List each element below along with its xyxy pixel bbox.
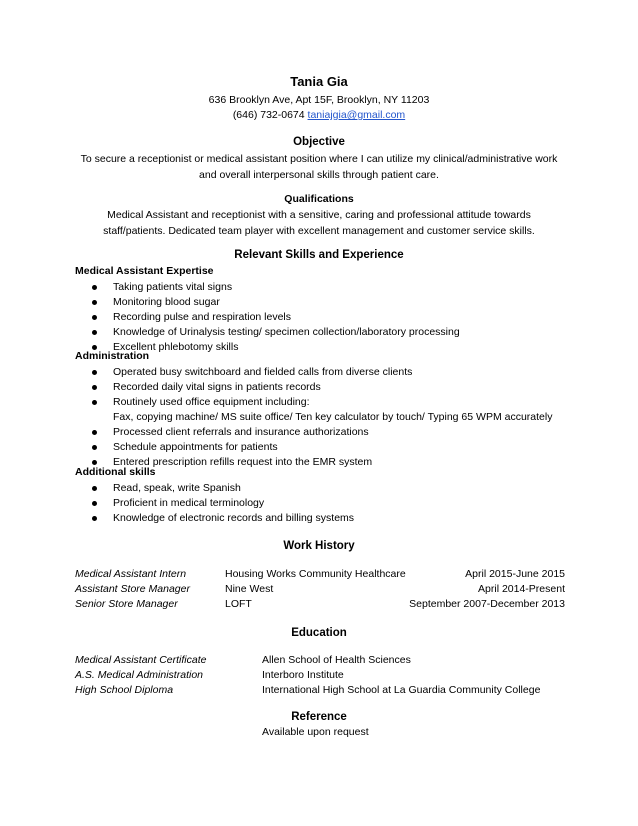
employer: Housing Works Community Healthcare (225, 568, 406, 580)
list-item: Knowledge of electronic records and billing systems (75, 511, 575, 526)
list-item: Schedule appointments for patients (75, 440, 575, 455)
list-item (75, 395, 575, 425)
phone-number: (646) 732-0674 (232, 109, 305, 121)
credential: High School Diploma (75, 684, 174, 696)
list-item: Recorded daily vital signs in patients records (75, 380, 575, 395)
reference-heading: Reference (291, 711, 347, 723)
list-item: Excellent phlebotomy skills (75, 340, 575, 355)
credential: Medical Assistant Certificate (75, 654, 207, 666)
objective-line-1: To secure a receptionist or medical assistant position where I can utilize my clinical/administrative work (80, 153, 558, 165)
qualifications-line-2: staff/patients. Dedicated team player with excellent management and customer service skills. (103, 225, 535, 237)
objective-line-2: and overall interpersonal skills through patient care. (199, 169, 439, 181)
table-row (75, 598, 565, 613)
employer: LOFT (225, 598, 252, 610)
equipment-detail: Fax, copying machine/ MS suite office/ Ten key calculator by touch/ Typing 65 WPM accurately (113, 411, 553, 423)
table-row (75, 568, 565, 583)
list-item: Read, speak, write Spanish (75, 481, 575, 496)
list-item: Operated busy switchboard and fielded calls from diverse clients (75, 365, 575, 380)
medical-skills-list (75, 280, 575, 355)
qualifications-text (62, 207, 576, 239)
additional-skills-list (75, 481, 575, 526)
table-row (75, 684, 565, 699)
list-item: Monitoring blood sugar (75, 295, 575, 310)
table-row (75, 583, 565, 598)
credential: A.S. Medical Administration (75, 669, 203, 681)
list-item: Proficient in medical terminology (75, 496, 575, 511)
administration-skills-list (75, 365, 575, 470)
employer: Nine West (225, 583, 274, 595)
group-title-administration: Administration (75, 350, 150, 362)
job-title: Senior Store Manager (75, 598, 178, 610)
objective-text (62, 151, 576, 183)
job-title: Assistant Store Manager (75, 583, 190, 595)
list-item: Taking patients vital signs (75, 280, 575, 295)
reference-text: Available upon request (262, 726, 369, 738)
table-row (75, 654, 565, 669)
applicant-name: Tania Gia (290, 74, 348, 89)
job-title: Medical Assistant Intern (75, 568, 187, 580)
list-item: Recording pulse and respiration levels (75, 310, 575, 325)
list-item: Entered prescription refills request into the EMR system (75, 455, 575, 470)
group-title-additional: Additional skills (75, 466, 156, 478)
school: International High School at La Guardia Community College (262, 684, 541, 696)
dates: September 2007-December 2013 (409, 598, 565, 610)
skills-heading: Relevant Skills and Experience (234, 249, 404, 261)
group-title-medical: Medical Assistant Expertise (75, 265, 214, 277)
education-heading: Education (291, 627, 347, 639)
work-history-heading: Work History (283, 540, 355, 552)
table-row (75, 669, 565, 684)
contact-line (0, 109, 638, 121)
qualifications-heading: Qualifications (284, 193, 354, 205)
school: Interboro Institute (262, 669, 344, 681)
list-item: Processed client referrals and insurance authorizations (75, 425, 575, 440)
school: Allen School of Health Sciences (262, 654, 411, 666)
qualifications-line-1: Medical Assistant and receptionist with a sensitive, caring and professional attitude towards (107, 209, 531, 221)
list-item-text: Routinely used office equipment including: (113, 396, 310, 408)
address-line: 636 Brooklyn Ave, Apt 15F, Brooklyn, NY 11203 (208, 94, 430, 106)
dates: April 2015-June 2015 (465, 568, 565, 580)
email-link[interactable]: taniajgia@gmail.com (307, 109, 406, 121)
dates: April 2014-Present (478, 583, 565, 595)
objective-heading: Objective (293, 136, 345, 148)
list-item: Knowledge of Urinalysis testing/ specimen collection/laboratory processing (75, 325, 575, 340)
